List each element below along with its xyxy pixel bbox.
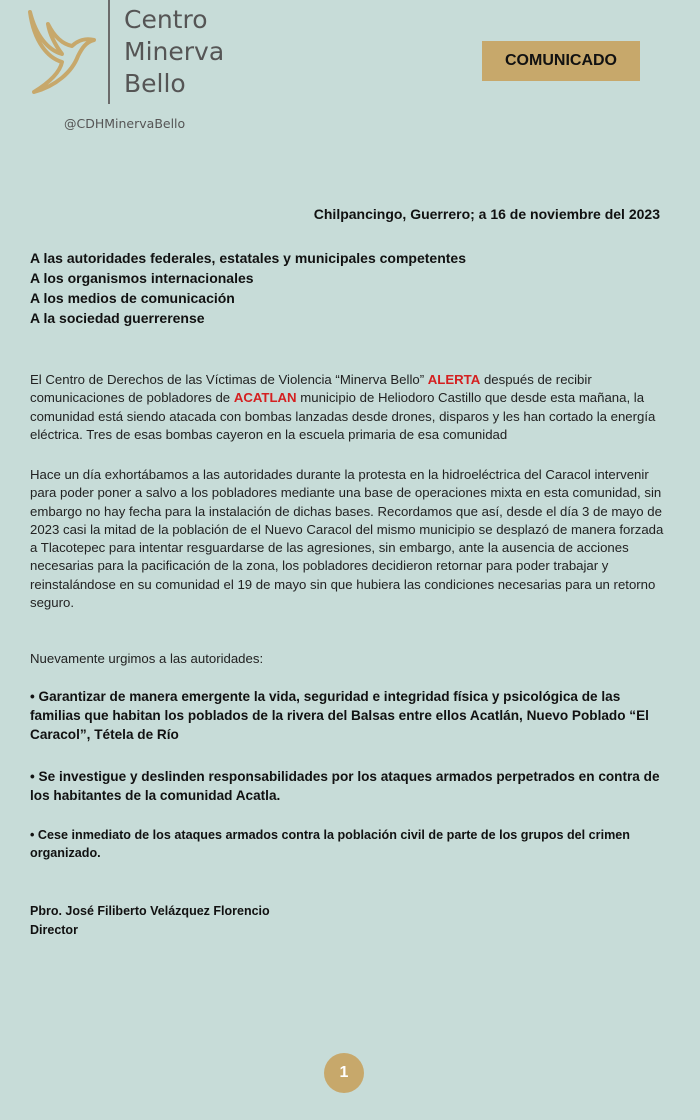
recipient-item: A los medios de comunicación <box>30 290 235 306</box>
org-name-line: Centro <box>124 5 208 34</box>
org-name-line: Bello <box>124 69 186 98</box>
paragraph-text: El Centro de Derechos de las Víctimas de Violencia “Minerva Bello” <box>30 372 425 387</box>
paragraph-context: Hace un día exhortábamos a las autoridades durante la protesta en la hidroeléctrica del Caracol intervenir para poder poner a salvo a los pobladores mediante una base de operaciones mixta en esta comunidad, sin embargo no hay fecha para la instalación de dichas bases. Recordamos que así, desde el día 3 de mayo de 2023 casi la mitad de la población de el Nuevo Caracol del mismo municipio se desplazó de manera forzada a Tlacotepec para intentar resguardarse de las agresiones, sin embargo, ante la ausencia de acciones necesarias para la pacificación de la zona, los pobladores decidieron retornar para poder trabajar y reinstalándose en su comunidad el 19 de mayo sin que hubiera las condiciones necesarias para un retorno seguro. <box>30 467 664 611</box>
header-divider <box>108 0 110 104</box>
page-number: 1 <box>324 1053 364 1093</box>
date-line: Chilpancingo, Guerrero; a 16 de noviembre del 2023 <box>313 206 660 222</box>
place-name: ACATLAN <box>233 390 297 406</box>
recipient-item: A los organismos internacionales <box>30 270 254 286</box>
paragraph-text: municipio de Heliodoro Castillo que desde esta mañana, la comunidad está siendo atacada con bombas lanzadas desde drones, disparos y les han cortado la energía eléctrica. Tres de esas bombas cayeron en la escuela primaria de esa comunidad <box>30 390 656 442</box>
paragraph-alert <box>30 371 672 444</box>
recipients-list <box>30 248 670 328</box>
paragraph-urge: Nuevamente urgimos a las autoridades: <box>30 651 264 666</box>
paragraph-text: después de recibir comunicaciones de pobladores de <box>30 372 592 406</box>
signatory-name: Pbro. José Filiberto Velázquez Florencio <box>30 904 270 918</box>
signatory-title: Director <box>30 923 78 937</box>
demand-item: • Cese inmediato de los ataques armados contra la población civil de parte de los grupos del crimen organizado. <box>30 828 630 860</box>
recipient-item: A las autoridades federales, estatales y municipales competentes <box>30 250 466 266</box>
alert-word: ALERTA <box>427 372 481 387</box>
letterhead <box>0 0 700 140</box>
demand-item: • Garantizar de manera emergente la vida, seguridad e integridad física y psicológica de las familias que habitan los poblados de la rivera del Balsas entre ellos Acatlán, Nuevo Poblado “El Caracol”, Tétela de Río <box>30 689 649 742</box>
signature-block <box>30 902 270 940</box>
org-name-line: Minerva <box>124 37 225 66</box>
social-handle: @CDHMinervaBello <box>64 116 186 131</box>
demand-item: • Se investigue y deslinden responsabilidades por los ataques armados perpetrados en contra de los habitantes de la comunidad Acatla. <box>30 769 660 803</box>
recipient-item: A la sociedad guerrerense <box>30 310 205 326</box>
dove-icon <box>26 6 98 96</box>
org-name <box>124 4 224 100</box>
comunicado-badge: COMUNICADO <box>482 41 640 81</box>
